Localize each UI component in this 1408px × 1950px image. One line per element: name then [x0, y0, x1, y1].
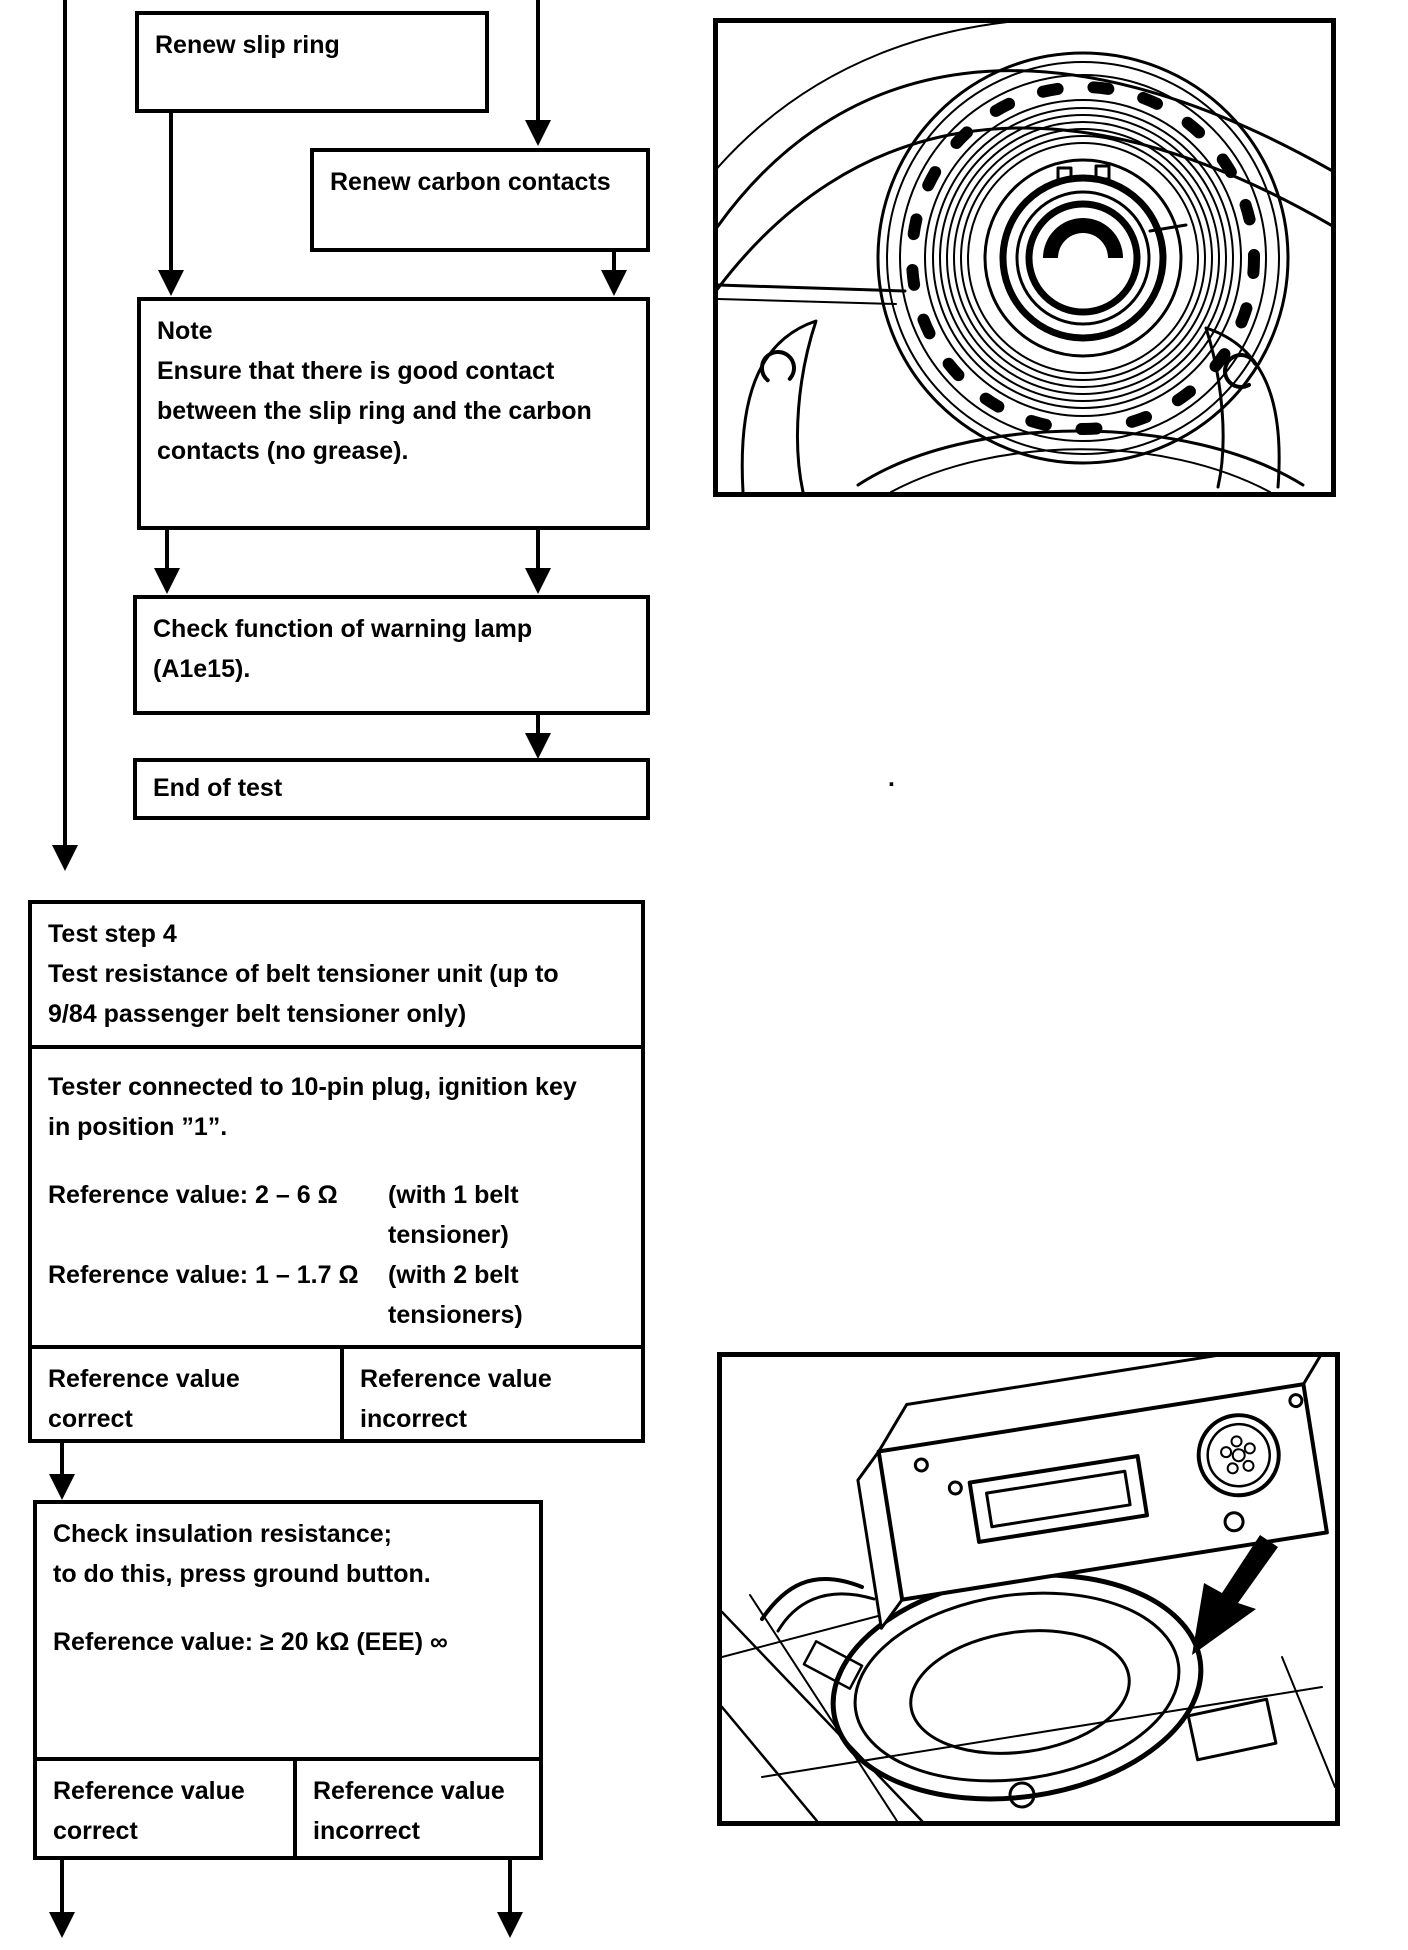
box-label: Renew carbon contacts — [330, 168, 611, 196]
arrow-down-icon — [49, 1912, 75, 1938]
outcome-label: Reference value correct — [53, 1777, 245, 1845]
insulation-body — [37, 1504, 539, 1761]
outcome-incorrect-cell — [297, 1761, 539, 1856]
arrow-down-icon — [497, 1912, 523, 1938]
box-check-insulation — [33, 1500, 543, 1860]
arrow-down-icon — [154, 568, 180, 594]
box-label: End of test — [153, 774, 283, 802]
connector — [60, 1443, 64, 1475]
note-line: Ensure that there is good contact — [157, 357, 555, 385]
reference-label: Reference value: 2 – 6 Ω — [48, 1181, 338, 1209]
figure-slip-ring — [713, 18, 1336, 497]
outcome-correct-cell — [37, 1761, 297, 1856]
step-desc-line: Test resistance of belt tensioner unit (up to — [48, 960, 559, 988]
instruction-line: Check insulation resistance; — [53, 1520, 393, 1548]
flow-line-left — [63, 0, 67, 845]
connector — [169, 113, 173, 270]
box-label-line: Check function of warning lamp — [153, 615, 533, 643]
instruction-line: to do this, press ground button. — [53, 1560, 431, 1588]
reference-note: (with 2 belt tensioners) — [388, 1261, 523, 1329]
connector — [165, 530, 169, 568]
outcome-label: Reference value incorrect — [360, 1365, 552, 1433]
arrow-down-icon — [158, 270, 184, 296]
test-step-4-header — [32, 904, 641, 1049]
outcome-incorrect-cell — [344, 1349, 641, 1439]
box-test-step-4 — [28, 900, 645, 1443]
note-title: Note — [157, 317, 213, 345]
condition-line: in position ”1”. — [48, 1113, 228, 1141]
box-label-line: (A1e15). — [153, 655, 251, 683]
arrow-down-icon — [525, 733, 551, 759]
outcome-row — [32, 1349, 641, 1439]
outcome-correct-cell — [32, 1349, 344, 1439]
outcome-row — [37, 1761, 539, 1856]
step-desc-line: 9/84 passenger belt tensioner only) — [48, 1000, 467, 1028]
connector — [536, 530, 540, 568]
note-line: between the slip ring and the carbon — [157, 397, 592, 425]
arrow-down-icon — [525, 568, 551, 594]
condition-line: Tester connected to 10-pin plug, ignition key — [48, 1073, 577, 1101]
box-check-warning-lamp — [133, 595, 650, 715]
reference-label: Reference value: ≥ 20 kΩ (EEE) ∞ — [53, 1628, 448, 1656]
reference-row — [48, 1255, 625, 1335]
arrow-down-icon — [52, 845, 78, 871]
reference-row — [48, 1175, 625, 1255]
connector — [612, 252, 616, 270]
flow-line-top-right — [536, 0, 540, 120]
reference-label: Reference value: 1 – 1.7 Ω — [48, 1261, 359, 1289]
arrow-down-icon — [601, 270, 627, 296]
box-end-of-test — [133, 758, 650, 820]
outcome-label: Reference value incorrect — [313, 1777, 505, 1845]
box-renew-slip-ring — [135, 11, 489, 113]
box-renew-carbon-contacts — [310, 148, 650, 252]
step-title: Test step 4 — [48, 920, 177, 948]
note-line: contacts (no grease). — [157, 437, 409, 465]
airbag-tester-illustration — [722, 1357, 1335, 1821]
figure-tester — [717, 1352, 1340, 1826]
connector — [508, 1860, 512, 1913]
connector — [536, 715, 540, 735]
stray-mark: . — [888, 764, 895, 792]
steering-wheel-slip-ring-illustration — [718, 23, 1331, 492]
arrow-down-icon — [525, 120, 551, 146]
test-step-4-body — [32, 1049, 641, 1349]
box-note — [137, 297, 650, 530]
box-label: Renew slip ring — [155, 31, 340, 59]
outcome-label: Reference value correct — [48, 1365, 240, 1433]
reference-note: (with 1 belt tensioner) — [388, 1181, 519, 1249]
arrow-down-icon — [49, 1474, 75, 1500]
connector — [60, 1860, 64, 1913]
